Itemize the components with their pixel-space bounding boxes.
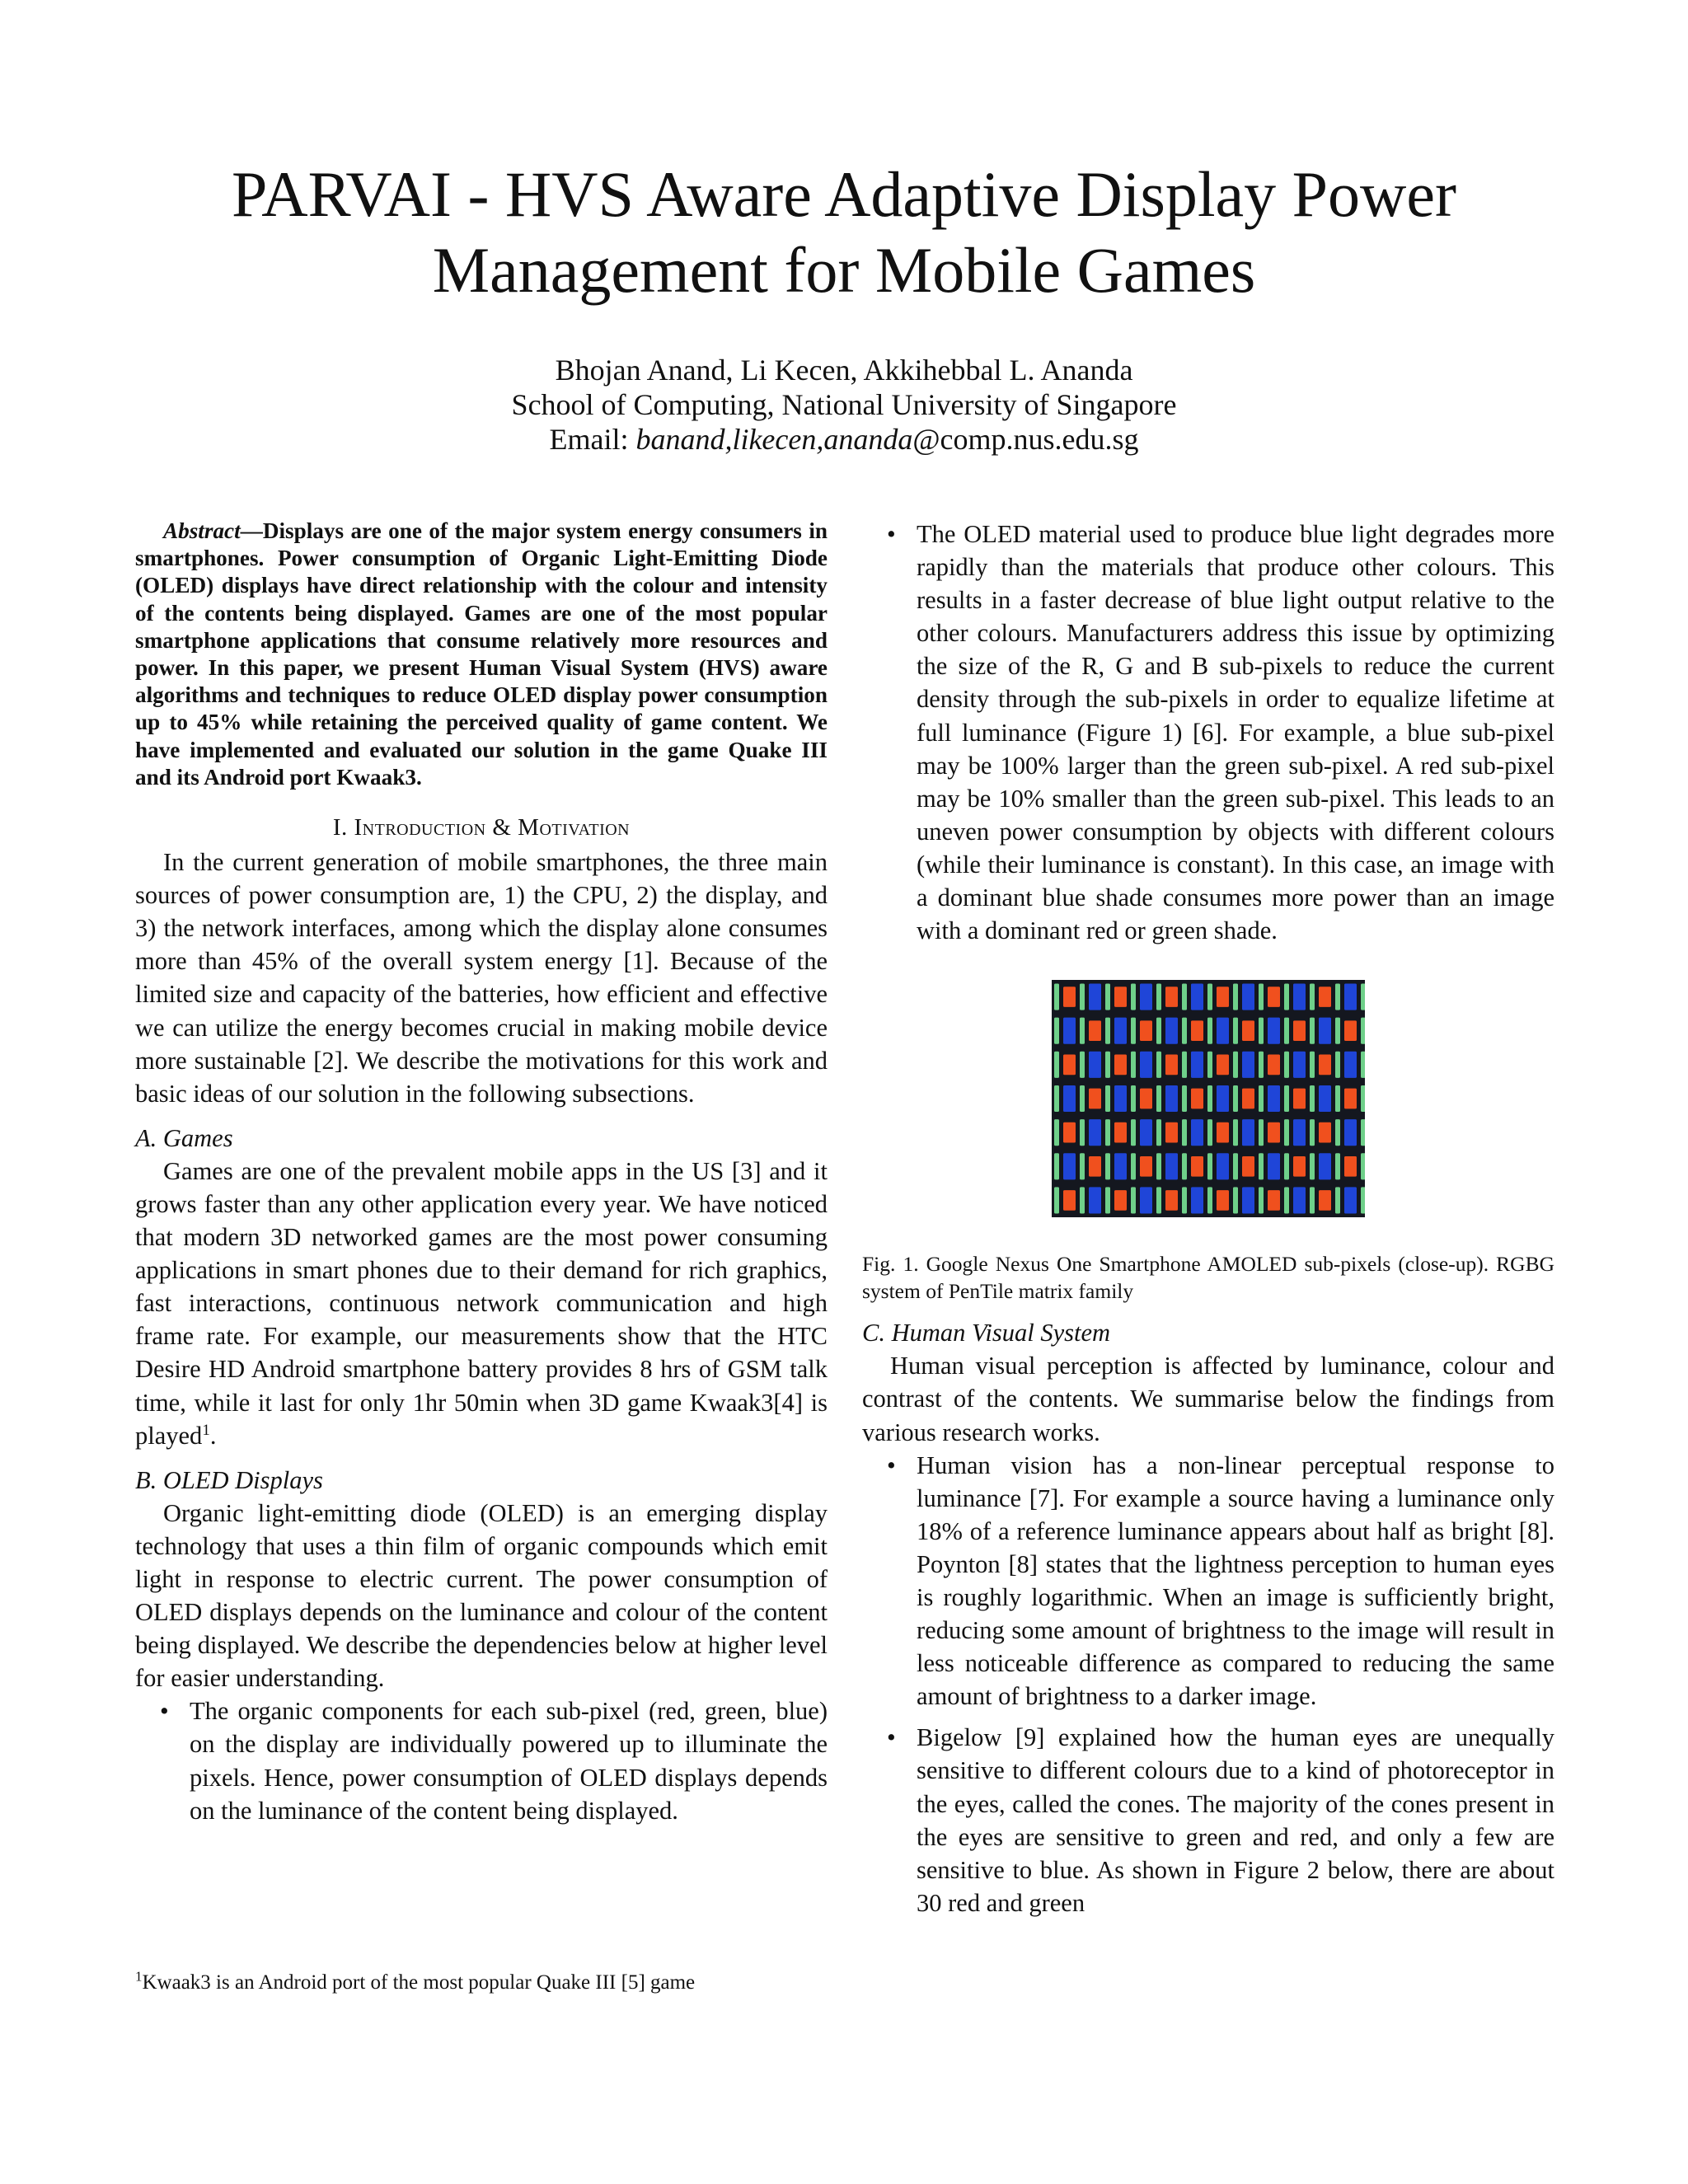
subpixel-red	[1191, 1021, 1203, 1042]
subpixel-red	[1344, 1156, 1357, 1177]
subpixel-green	[1207, 1119, 1212, 1146]
subpixel-green	[1080, 1153, 1085, 1179]
subpixel-blue	[1217, 1085, 1229, 1112]
subpixel-green	[1054, 1018, 1059, 1044]
subpixel-blue	[1089, 1188, 1101, 1214]
subpixel-green	[1361, 1188, 1365, 1214]
subpixel-red	[1089, 1021, 1101, 1042]
subpixel-green	[1105, 1052, 1110, 1078]
subpixel-blue	[1242, 1188, 1254, 1214]
subpixel-green	[1156, 1119, 1161, 1146]
subpixel-green	[1259, 1119, 1264, 1146]
subpixel-green	[1361, 1052, 1365, 1078]
games-paragraph	[135, 1155, 828, 1452]
subpixel-green	[1284, 1052, 1289, 1078]
subpixel-red	[1114, 1122, 1127, 1143]
subpixel-green	[1054, 1085, 1059, 1112]
subpixel-green	[1105, 1119, 1110, 1146]
subpixel-green	[1259, 984, 1264, 1010]
subpixel-green	[1080, 1188, 1085, 1214]
subpixel-red	[1319, 1190, 1331, 1211]
subpixel-green	[1182, 1119, 1187, 1146]
subpixel-green	[1233, 1052, 1238, 1078]
subpixel-green	[1284, 984, 1289, 1010]
author-block	[0, 353, 1688, 457]
subpixel-green	[1156, 1153, 1161, 1179]
subpixel-green	[1310, 984, 1315, 1010]
subpixel-red	[1217, 1122, 1229, 1143]
footnote-mark: 1	[135, 1968, 143, 1985]
subsection-heading-games: A. Games	[135, 1123, 233, 1152]
subpixel-red	[1242, 1089, 1254, 1109]
subpixel-red	[1063, 1190, 1076, 1211]
subpixel-red	[1293, 1156, 1306, 1177]
subpixel-green	[1207, 1052, 1212, 1078]
author-names: Bhojan Anand, Li Kecen, Akkihebbal L. Ananda	[555, 354, 1133, 387]
email-domain: @comp.nus.edu.sg	[912, 423, 1139, 456]
left-column	[135, 518, 828, 1835]
subpixel-blue	[1089, 984, 1101, 1010]
subpixel-blue	[1191, 1052, 1203, 1078]
subpixel-blue	[1319, 1018, 1331, 1044]
email-users: banand,likecen,ananda	[635, 423, 913, 456]
subpixel-green	[1054, 984, 1059, 1010]
subpixel-red	[1217, 987, 1229, 1007]
subpixel-red	[1140, 1021, 1152, 1042]
subpixel-green	[1335, 1119, 1340, 1146]
hvs-bullet-list	[862, 1449, 1554, 1919]
subpixel-green	[1310, 1153, 1315, 1179]
subpixel-red	[1165, 1190, 1178, 1211]
subpixel-blue	[1217, 1153, 1229, 1179]
footnote-ref[interactable]: 1	[202, 1421, 210, 1439]
subpixel-blue	[1165, 1153, 1178, 1179]
subpixel-green	[1259, 1052, 1264, 1078]
subpixel-green	[1310, 1188, 1315, 1214]
subpixel-green	[1310, 1085, 1315, 1112]
subpixel-green	[1156, 1052, 1161, 1078]
subpixel-blue	[1165, 1085, 1178, 1112]
hvs-bullet-2: • Bigelow [9] explained how the human eyes are unequally sensitive to different colours due to a kind of photoreceptor in the eyes, called the cones. The majority of the cones present in the eyes are sensitive to green and red, and only a few are sensitive to blue. As shown in Figure 2 below, there are about 30 red and green	[917, 1721, 1554, 1919]
subpixel-green	[1207, 1153, 1212, 1179]
section-heading-intro: I. Introduction & Motivation	[332, 814, 631, 841]
subpixel-green	[1182, 984, 1187, 1010]
subpixel-blue	[1140, 1188, 1152, 1214]
email-line	[0, 422, 1688, 457]
subpixel-green	[1284, 1018, 1289, 1044]
subpixel-green	[1131, 1085, 1136, 1112]
subpixel-green	[1182, 1153, 1187, 1179]
subpixel-blue	[1319, 1085, 1331, 1112]
subpixel-red	[1114, 987, 1127, 1007]
subpixel-red	[1217, 1055, 1229, 1076]
footnote-text: Kwaak3 is an Android port of the most popular Quake III [5] game	[142, 1971, 696, 1994]
oled-bullet-list	[135, 1694, 828, 1826]
subpixel-blue	[1114, 1085, 1127, 1112]
subpixel-green	[1335, 1052, 1340, 1078]
abstract-lead: Abstract	[163, 518, 241, 543]
subpixel-green	[1233, 1119, 1238, 1146]
subpixel-green	[1233, 1018, 1238, 1044]
subpixel-blue	[1293, 1052, 1306, 1078]
subpixel-blue	[1344, 1119, 1357, 1146]
subpixel-green	[1080, 984, 1085, 1010]
subpixel-blue	[1344, 984, 1357, 1010]
subpixel-blue	[1217, 1018, 1229, 1044]
subpixel-blue	[1114, 1018, 1127, 1044]
subpixel-red	[1140, 1089, 1152, 1109]
subpixel-green	[1259, 1085, 1264, 1112]
subpixel-green	[1207, 984, 1212, 1010]
subpixel-green	[1156, 1018, 1161, 1044]
subpixel-blue	[1319, 1153, 1331, 1179]
subpixel-green	[1131, 1188, 1136, 1214]
subpixel-green	[1361, 1085, 1365, 1112]
subpixel-green	[1284, 1188, 1289, 1214]
subpixel-green	[1131, 1119, 1136, 1146]
right-column	[862, 518, 1554, 1928]
subpixel-blue	[1344, 1188, 1357, 1214]
subpixel-red	[1268, 1055, 1280, 1076]
subpixel-green	[1156, 1188, 1161, 1214]
paper-title	[0, 157, 1688, 308]
subpixel-blue	[1293, 1188, 1306, 1214]
subpixel-green	[1310, 1119, 1315, 1146]
abstract-text: —Displays are one of the major system energy consumers in smartphones. Power consumption of Organic Light-Emitting Diode (OLED) displays have direct relationship with the colour and intensity of the contents being displayed. Games are one of the most popular smartphone applications that consume relatively more resources and power. In this paper, we present Human Visual System (HVS) aware algorithms and techniques to reduce OLED display power consumption up to 45% while retaining the perceived quality of game content. We have implemented and evaluated our solution in the game Quake III and its Android port Kwaak3.	[135, 518, 828, 790]
oled-bullet-1: • The organic components for each sub-pixel (red, green, blue) on the display are individually powered up to illuminate the pixels. Hence, power consumption of OLED displays depends on the luminance of the content being displayed.	[190, 1694, 828, 1826]
subpixel-blue	[1242, 984, 1254, 1010]
subpixel-green	[1259, 1153, 1264, 1179]
title-line-2: Management for Mobile Games	[432, 234, 1256, 306]
subpixel-green	[1207, 1085, 1212, 1112]
subpixel-green	[1131, 1153, 1136, 1179]
subpixel-blue	[1268, 1085, 1280, 1112]
subpixel-blue	[1063, 1085, 1076, 1112]
subpixel-green	[1182, 1018, 1187, 1044]
subpixel-green	[1054, 1153, 1059, 1179]
subpixel-red	[1140, 1156, 1152, 1177]
subpixel-red	[1063, 1122, 1076, 1143]
subpixel-red	[1114, 1190, 1127, 1211]
affiliation: School of Computing, National University of Singapore	[511, 388, 1177, 421]
subpixel-green	[1182, 1052, 1187, 1078]
subpixel-blue	[1191, 984, 1203, 1010]
subpixel-red	[1165, 1122, 1178, 1143]
subpixel-green	[1156, 1085, 1161, 1112]
subpixel-blue	[1063, 1153, 1076, 1179]
title-line-1: PARVAI - HVS Aware Adaptive Display Power	[232, 158, 1456, 230]
games-text: Games are one of the prevalent mobile apps in the US [3] and it grows faster than any other application every year. We have noticed that modern 3D networked games are the most power consuming applications in smart phones due to their demand for rich graphics, fast interactions, continuous network communication and high frame rate. For example, our measurements show that the HTC Desire HD Android smartphone battery provides 8 hrs of GSM talk time, while it last for only 1hr 50min when 3D game Kwaak3[4] is played	[135, 1156, 828, 1450]
subpixel-green	[1259, 1188, 1264, 1214]
subsection-heading-oled: B. OLED Displays	[135, 1465, 323, 1494]
subpixel-blue	[1114, 1153, 1127, 1179]
oled-bullet-2: • The OLED material used to produce blue light degrades more rapidly than the materials that produce other colours. This results in a faster decrease of blue light output relative to the other colours. Manufacturers address this issue by optimizing the size of the R, G and B sub-pixels to reduce the current density through the sub-pixels in order to equalize lifetime at full luminance (Figure 1) [6]. For example, a blue sub-pixel may be 100% larger than the green sub-pixel. A red sub-pixel may be 10% smaller than the green sub-pixel. This leads to an uneven power consumption by objects with different colours (while their luminance is constant). In this case, an image with a dominant blue shade consumes more power than an image with a dominant red or green shade.	[917, 518, 1554, 947]
email-prefix: Email:	[549, 423, 636, 456]
figure-1-subpixel-image	[1052, 980, 1365, 1217]
subpixel-green	[1361, 984, 1365, 1010]
subpixel-blue	[1191, 1188, 1203, 1214]
subpixel-blue	[1191, 1119, 1203, 1146]
footnote	[135, 1970, 828, 1996]
subpixel-green	[1131, 984, 1136, 1010]
games-text-end: .	[209, 1421, 217, 1450]
subpixel-red	[1319, 1055, 1331, 1076]
subpixel-red	[1191, 1156, 1203, 1177]
subpixel-green	[1080, 1018, 1085, 1044]
subpixel-blue	[1268, 1153, 1280, 1179]
subpixel-green	[1131, 1052, 1136, 1078]
subpixel-green	[1284, 1085, 1289, 1112]
subpixel-red	[1217, 1190, 1229, 1211]
subpixel-green	[1335, 1188, 1340, 1214]
subsection-heading-hvs: C. Human Visual System	[862, 1319, 1111, 1347]
subpixel-green	[1054, 1188, 1059, 1214]
subpixel-green	[1335, 984, 1340, 1010]
subpixel-red	[1089, 1156, 1101, 1177]
subpixel-green	[1054, 1052, 1059, 1078]
subpixel-blue	[1344, 1052, 1357, 1078]
subpixel-green	[1105, 1188, 1110, 1214]
subpixel-green	[1310, 1052, 1315, 1078]
subpixel-green	[1131, 1018, 1136, 1044]
subpixel-green	[1361, 1018, 1365, 1044]
abstract	[135, 518, 828, 791]
subpixel-green	[1284, 1119, 1289, 1146]
subpixel-red	[1089, 1089, 1101, 1109]
subpixel-red	[1319, 987, 1331, 1007]
subpixel-red	[1268, 1190, 1280, 1211]
subpixel-green	[1156, 984, 1161, 1010]
subpixel-green	[1233, 1188, 1238, 1214]
subpixel-blue	[1165, 1018, 1178, 1044]
subpixel-blue	[1140, 1119, 1152, 1146]
subpixel-grid	[1052, 980, 1365, 1217]
figure-1-caption: Fig. 1. Google Nexus One Smartphone AMOLED sub-pixels (close-up). RGBG system of PenTile matrix family	[862, 1252, 1554, 1304]
subpixel-green	[1284, 1153, 1289, 1179]
subpixel-green	[1182, 1188, 1187, 1214]
subpixel-green	[1335, 1085, 1340, 1112]
hvs-bullet-1: • Human vision has a non-linear perceptual response to luminance [7]. For example a source having a luminance only 18% of a reference luminance appears about half as bright [8]. Poynton [8] states that the lightness perception to human eyes is roughly logarithmic. When an image is sufficiently bright, reducing some amount of brightness to the image will result in less noticeable difference as compared to reducing the same amount of brightness to a darker image.	[917, 1449, 1554, 1713]
subpixel-green	[1361, 1119, 1365, 1146]
subpixel-red	[1344, 1021, 1357, 1042]
subpixel-green	[1207, 1188, 1212, 1214]
subpixel-red	[1319, 1122, 1331, 1143]
subpixel-blue	[1242, 1052, 1254, 1078]
subpixel-green	[1105, 1153, 1110, 1179]
subpixel-blue	[1140, 984, 1152, 1010]
subpixel-red	[1063, 1055, 1076, 1076]
subpixel-red	[1063, 987, 1076, 1007]
subpixel-green	[1233, 1153, 1238, 1179]
subpixel-red	[1293, 1021, 1306, 1042]
subpixel-blue	[1063, 1018, 1076, 1044]
subpixel-red	[1293, 1089, 1306, 1109]
subpixel-green	[1105, 984, 1110, 1010]
subpixel-green	[1207, 1018, 1212, 1044]
subpixel-red	[1268, 987, 1280, 1007]
subpixel-green	[1335, 1153, 1340, 1179]
subpixel-green	[1054, 1119, 1059, 1146]
subpixel-red	[1114, 1055, 1127, 1076]
subpixel-green	[1310, 1018, 1315, 1044]
subpixel-red	[1242, 1156, 1254, 1177]
subpixel-blue	[1268, 1018, 1280, 1044]
subpixel-blue	[1293, 1119, 1306, 1146]
subpixel-green	[1105, 1085, 1110, 1112]
oled-bullet-list-continued	[862, 518, 1554, 947]
subpixel-red	[1165, 987, 1178, 1007]
subpixel-red	[1165, 1055, 1178, 1076]
intro-paragraph: In the current generation of mobile smartphones, the three main sources of power consumption are, 1) the CPU, 2) the display, and 3) the network interfaces, among which the display alone consumes more than 45% of the overall system energy [1]. Because of the limited size and capacity of the batteries, how efficient and effective we can utilize the energy becomes crucial in making mobile device more sustainable [2]. We describe the motivations for this work and basic ideas of our solution in the following subsections.	[135, 848, 828, 1108]
subpixel-green	[1105, 1018, 1110, 1044]
subpixel-red	[1268, 1122, 1280, 1143]
subpixel-red	[1191, 1089, 1203, 1109]
subpixel-green	[1080, 1085, 1085, 1112]
subpixel-green	[1080, 1052, 1085, 1078]
subpixel-green	[1080, 1119, 1085, 1146]
subpixel-green	[1233, 984, 1238, 1010]
subpixel-green	[1182, 1085, 1187, 1112]
oled-paragraph: Organic light-emitting diode (OLED) is an emerging display technology that uses a thin film of organic compounds which emit light in response to electric current. The power consumption of OLED displays depends on the luminance and colour of the content being displayed. We describe the dependencies below at higher level for easier understanding.	[135, 1498, 828, 1693]
subpixel-blue	[1140, 1052, 1152, 1078]
subpixel-red	[1242, 1021, 1254, 1042]
subpixel-green	[1233, 1085, 1238, 1112]
subpixel-blue	[1293, 984, 1306, 1010]
subpixel-green	[1361, 1153, 1365, 1179]
subpixel-blue	[1089, 1052, 1101, 1078]
subpixel-green	[1259, 1018, 1264, 1044]
subpixel-red	[1344, 1089, 1357, 1109]
subpixel-blue	[1242, 1119, 1254, 1146]
subpixel-blue	[1089, 1119, 1101, 1146]
hvs-paragraph: Human visual perception is affected by luminance, colour and contrast of the contents. We summarise below the findings from various research works.	[862, 1352, 1554, 1446]
subpixel-green	[1335, 1018, 1340, 1044]
